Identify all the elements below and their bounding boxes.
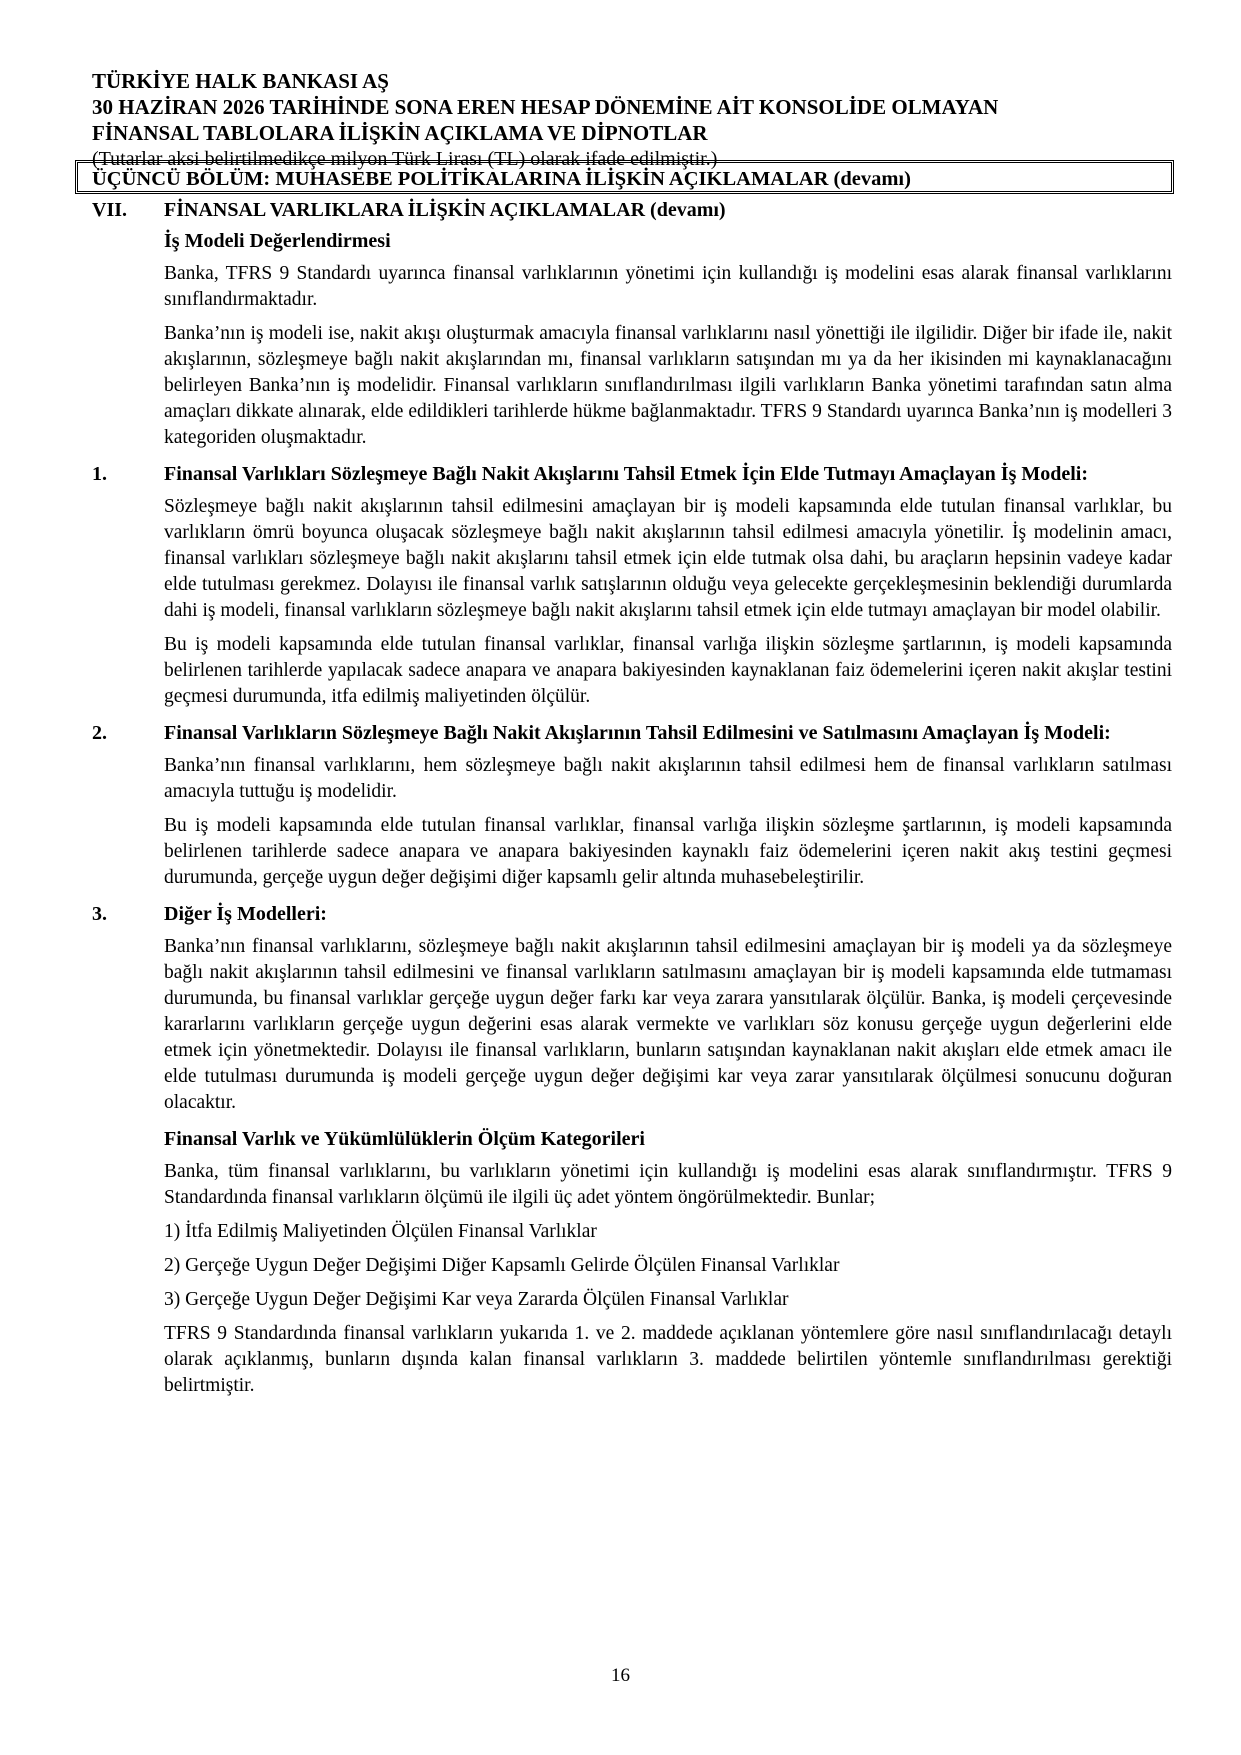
paragraph: Bu iş modeli kapsamında elde tutulan finansal varlıklar, finansal varlığa ilişkin sözleşme şartlarının, iş modeli kapsamında belirlenen tarihlerde sadece anapara ve anapara bakiyesinden kaynaklı faiz ödemelerini içeren nakit akış testini geçmesi durumunda, gerçeğe uygun değer değişimi diğer kapsamlı gelir altında muhasebeleştirilir. (164, 815, 1172, 888)
list-item: 1) İtfa Edilmiş Maliyetinden Ölçülen Finansal Varlıklar (164, 1221, 597, 1242)
item-heading-2 (92, 721, 1172, 745)
business-model-subtitle: İş Modeli Değerlendirmesi (164, 230, 391, 252)
item-title: Finansal Varlıkları Sözleşmeye Bağlı Nakit Akışlarını Tahsil Etmek İçin Elde Tutmayı Amaçlayan İş Modeli: (164, 463, 1089, 485)
paragraph: Banka’nın finansal varlıklarını, hem sözleşmeye bağlı nakit akışlarının tahsil edilmesi hem de finansal varlıkların satılması amacıyla tuttuğu iş modelidir. (164, 755, 1172, 802)
document-header (92, 68, 1172, 172)
paragraph: Bu iş modeli kapsamında elde tutulan finansal varlıklar, finansal varlığa ilişkin sözleşme şartlarının, iş modeli kapsamında belirlenen tarihlerde yapılacak sadece anapara ve anapara bakiyesinden kaynaklanan faiz ödemelerini içeren nakit akışlar testini geçmesi durumunda, itfa edilmiş maliyetinden ölçülür. (164, 634, 1172, 707)
main-heading (92, 198, 1172, 222)
list-item: 3) Gerçeğe Uygun Değer Değişimi Kar veya Zararda Ölçülen Finansal Varlıklar (164, 1289, 789, 1310)
item-number: 1. (92, 463, 107, 485)
paragraph: Sözleşmeye bağlı nakit akışlarının tahsil edilmesini amaçlayan bir iş modeli kapsamında elde tutulan finansal varlıklar, bu varlıkların ömrü boyunca oluşacak sözleşmeye bağlı nakit akışlarının tahsil edilmesi amacıyla yönetilir. İş modelinin amacı, finansal varlıkları sözleşmeye bağlı nakit akışlarını tahsil etmek için elde tutmak olsa dahi, bu araçların hepsinin vadeye kadar elde tutulması gerekmez. Dolayısı ile finansal varlık satışlarının olduğu veya gelecekte gerçekleşmesinin beklendiği durumlarda dahi iş modeli, finansal varlıkların sözleşmeye bağlı nakit akışlarını tahsil etmek için elde tutmayı amaçlayan bir model olabilir. (164, 496, 1172, 621)
bank-name: TÜRKİYE HALK BANKASI AŞ (92, 69, 389, 93)
categories-title: Finansal Varlık ve Yükümlülüklerin Ölçüm Kategorileri (164, 1128, 645, 1150)
item-heading-3 (92, 902, 1172, 926)
section-title: ÜÇÜNCÜ BÖLÜM: MUHASEBE POLİTİKALARINA İLİŞKİN AÇIKLAMALAR (devamı) (92, 168, 911, 190)
report-subtitle: FİNANSAL TABLOLARA İLİŞKİN AÇIKLAMA VE DİPNOTLAR (92, 121, 708, 145)
item-title: Diğer İş Modelleri: (164, 903, 327, 925)
main-heading-title: FİNANSAL VARLIKLARA İLİŞKİN AÇIKLAMALAR (devamı) (164, 199, 726, 221)
report-period-title: 30 HAZİRAN 2026 TARİHİNDE SONA EREN HESAP DÖNEMİNE AİT KONSOLİDE OLMAYAN (92, 95, 999, 119)
item-heading-1 (92, 462, 1172, 486)
item-number: 3. (92, 903, 107, 925)
paragraph: Banka, TFRS 9 Standardı uyarınca finansal varlıklarının yönetimi için kullandığı iş modelini esas alarak finansal varlıklarını sınıflandırmaktadır. (164, 263, 1172, 310)
section-title-box (75, 160, 1174, 194)
list-item: 2) Gerçeğe Uygun Değer Değişimi Diğer Kapsamlı Gelirde Ölçülen Finansal Varlıklar (164, 1255, 840, 1276)
item-number: 2. (92, 722, 107, 744)
paragraph: Banka’nın iş modeli ise, nakit akışı oluşturmak amacıyla finansal varlıklarını nasıl yönettiği ile ilgilidir. Diğer bir ifade ile, nakit akışlarının, sözleşmeye bağlı nakit akışlarından mı, finansal varlıkların satışından mı ya da her ikisinden mi kaynaklanacağını belirleyen Banka’nın iş modelidir. Finansal varlıkların sınıflandırılması ilgili varlıkların Banka yönetimi tarafından satın alma amaçları dikkate alınarak, elde edildikleri tarihlerde hükme bağlanmaktadır. TFRS 9 Standardı uyarınca Banka’nın iş modelleri 3 kategoriden oluşmaktadır. (164, 323, 1172, 448)
page-number: 16 (611, 1665, 630, 1686)
paragraph: TFRS 9 Standardında finansal varlıkların yukarıda 1. ve 2. maddede açıklanan yöntemlere göre nasıl sınıflandırılacağı detaylı olarak açıklanmış, bunların dışında kalan finansal varlıkların 3. maddede belirtilen yöntemle sınıflandırılması gerektiği belirtmiştir. (164, 1323, 1172, 1396)
currency-note: (Tutarlar aksi belirtilmedikçe milyon Türk Lirası (TL) olarak ifade edilmiştir.) (92, 148, 718, 170)
main-heading-number: VII. (92, 199, 128, 221)
item-title: Finansal Varlıkların Sözleşmeye Bağlı Nakit Akışlarının Tahsil Edilmesini ve Satılmasını Amaçlayan İş Modeli: (164, 722, 1111, 744)
document-body (92, 198, 1172, 1399)
paragraph: Banka, tüm finansal varlıklarını, bu varlıkların yönetimi için kullandığı iş modelini esas alarak sınıflandırmıştır. TFRS 9 Standardında finansal varlıkların ölçümü ile ilgili üç adet yöntem öngörülmektedir. Bunlar; (164, 1161, 1172, 1208)
paragraph: Banka’nın finansal varlıklarını, sözleşmeye bağlı nakit akışlarının tahsil edilmesini amaçlayan bir iş modeli ya da sözleşmeye bağlı nakit akışlarının tahsil edilmesini ve finansal varlıkların satılmasını amaçlayan bir iş modeli kapsamında elde tutmaması durumunda, bu finansal varlıklar gerçeğe uygun değer farkı kar veya zarara yansıtılarak ölçülür. Banka, iş modeli çerçevesinde kararlarını varlıkların gerçeğe uygun değerini esas alarak vermekte ve varlıkları söz konusu gerçeğe uygun değerlerini elde etmek için yönetmektedir. Dolayısı ile finansal varlıkların, bunların satışından kaynaklanan nakit akışları elde etmek amacı ile elde tutulması durumunda iş modeli gerçeğe uygun değer değişimi kar veya zarar yansıtılarak ölçülmesi sonucunu doğuran olacaktır. (164, 936, 1172, 1113)
